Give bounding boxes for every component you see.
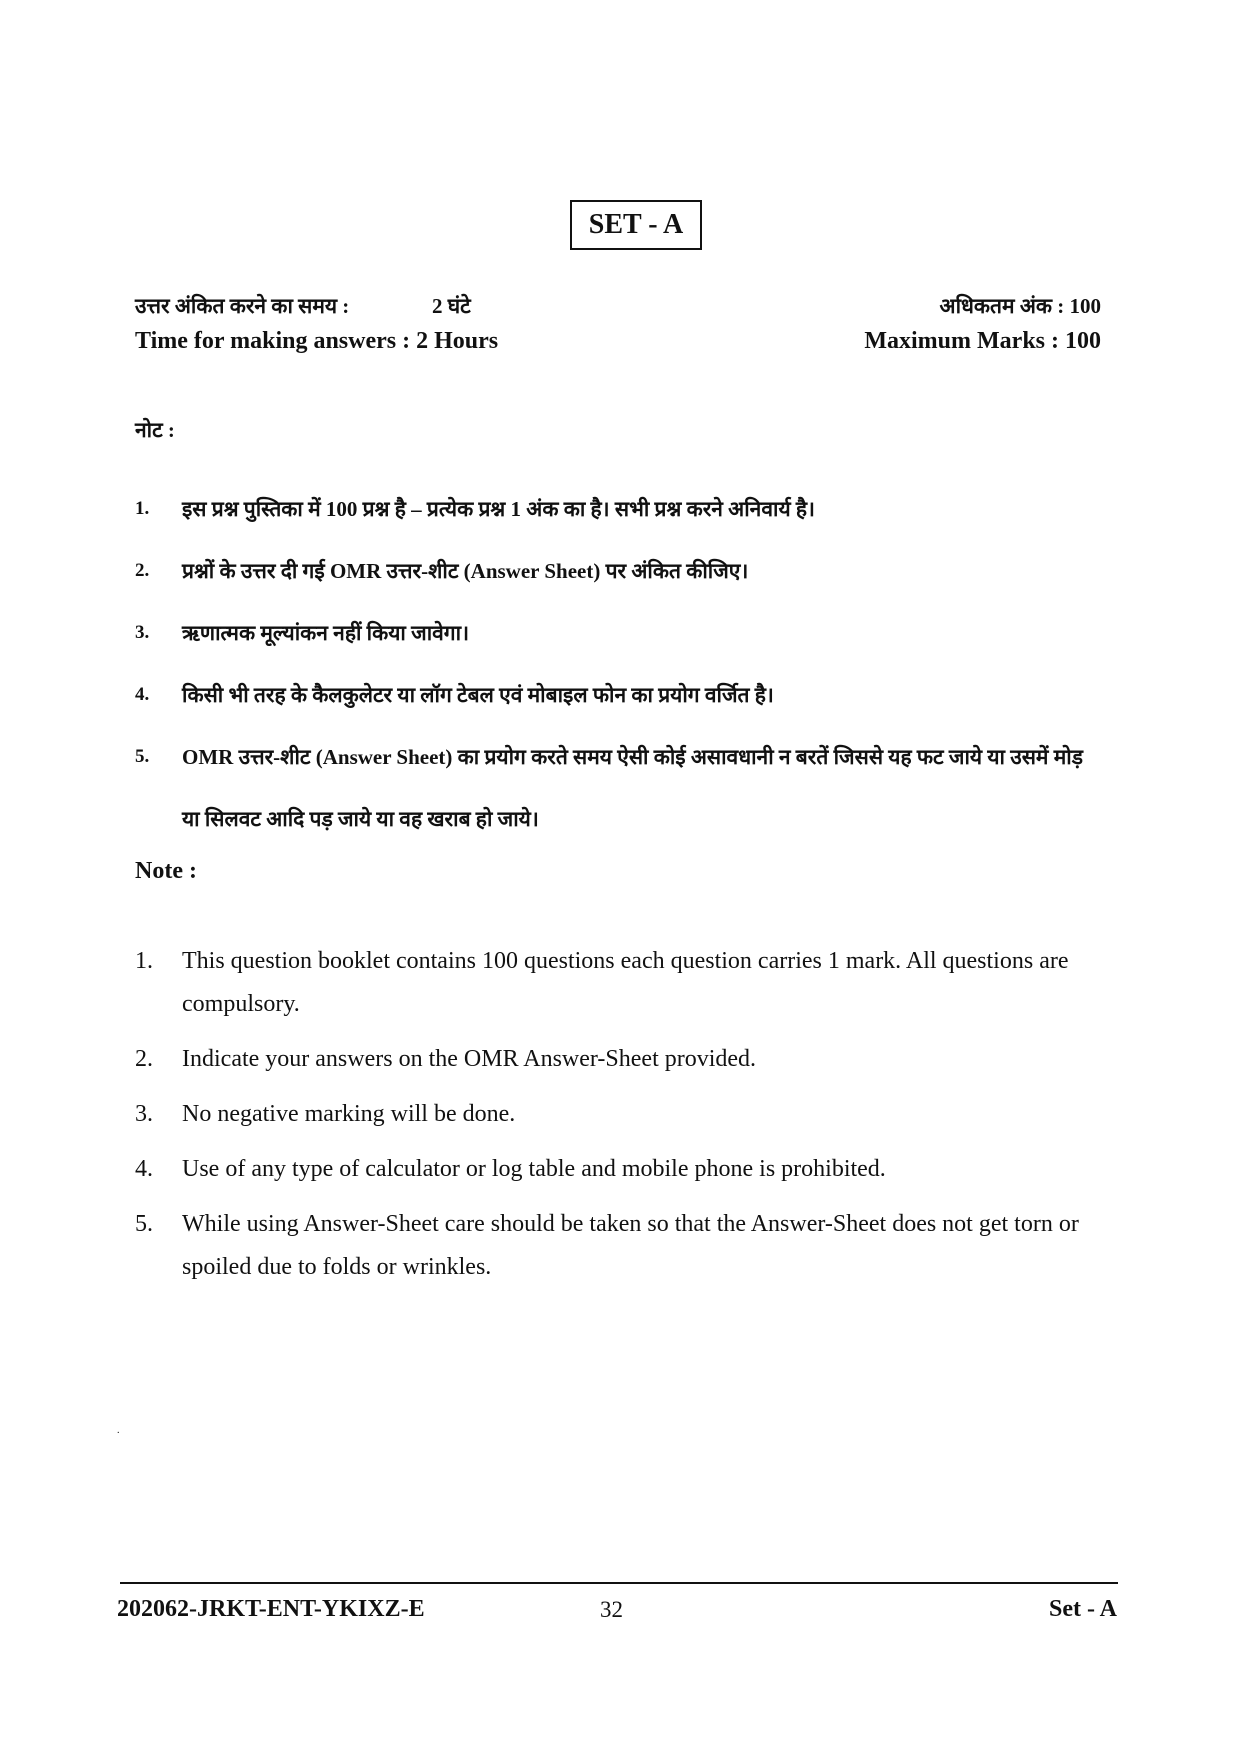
- english-note-list: [135, 940, 1110, 1301]
- item-text: This question booklet contains 100 questions each question carries 1 mark. All questions are compulsory.: [182, 948, 1069, 1017]
- item-number: 5.: [135, 1211, 153, 1237]
- english-note-item: [135, 1148, 1110, 1191]
- item-number: 3.: [135, 622, 150, 643]
- hindi-max-marks: अधिकतम अंक : 100: [939, 294, 1101, 318]
- item-number: 2.: [135, 560, 150, 581]
- item-text: While using Answer-Sheet care should be taken so that the Answer-Sheet does not get torn or spoiled due to folds or wrinkles.: [182, 1211, 1079, 1280]
- hindi-note-label: नोट :: [135, 418, 175, 442]
- english-max-marks: Maximum Marks : 100: [864, 328, 1101, 354]
- item-number: 1.: [135, 498, 150, 519]
- item-number: 4.: [135, 1156, 153, 1182]
- item-number: 4.: [135, 684, 150, 705]
- hindi-note-list: [135, 478, 1105, 850]
- footer-set-label: Set - A: [1049, 1596, 1117, 1622]
- english-note-label: Note :: [135, 858, 197, 884]
- footer-divider: [120, 1582, 1118, 1584]
- item-text: किसी भी तरह के कैलकुलेटर या लॉग टेबल एवं मोबाइल फोन का प्रयोग वर्जित है।: [182, 683, 774, 707]
- english-time: Time for making answers : 2 Hours: [135, 328, 499, 354]
- item-text: इस प्रश्न पुस्तिका में 100 प्रश्न है – प्रत्येक प्रश्न 1 अंक का है। सभी प्रश्न करने अनिवार्य है।: [182, 497, 815, 521]
- english-note-item: [135, 1038, 1110, 1081]
- hindi-note-item: [135, 664, 1105, 726]
- item-text: प्रश्नों के उत्तर दी गई OMR उत्तर-शीट (Answer Sheet) पर अंकित कीजिए।: [182, 559, 749, 583]
- hindi-note-item: [135, 478, 1105, 540]
- item-number: 1.: [135, 948, 153, 974]
- set-label-box: SET - A: [570, 200, 702, 250]
- hindi-note-item: [135, 540, 1105, 602]
- item-text: No negative marking will be done.: [182, 1101, 516, 1127]
- item-number: 2.: [135, 1046, 153, 1072]
- item-text: Indicate your answers on the OMR Answer-Sheet provided.: [182, 1046, 757, 1072]
- item-text: Use of any type of calculator or log table and mobile phone is prohibited.: [182, 1156, 886, 1182]
- hindi-note-item: [135, 602, 1105, 664]
- hindi-time-label: उत्तर अंकित करने का समय :: [135, 294, 350, 318]
- english-note-item: [135, 1203, 1110, 1289]
- item-text: ऋणात्मक मूल्यांकन नहीं किया जावेगा।: [182, 621, 470, 645]
- item-number: 5.: [135, 746, 150, 767]
- item-text: OMR उत्तर-शीट (Answer Sheet) का प्रयोग करते समय ऐसी कोई असावधानी न बरतें जिससे यह फट जाये या उसमें मोड़ या सिलवट आदि पड़ जाये या वह खराब हो जाये।: [182, 745, 1083, 831]
- english-note-item: [135, 940, 1110, 1026]
- page-number: 32: [600, 1597, 623, 1622]
- booklet-code: 202062-JRKT-ENT-YKIXZ-E: [117, 1596, 425, 1622]
- stray-dot: .: [117, 1425, 120, 1436]
- item-number: 3.: [135, 1101, 153, 1127]
- english-note-item: [135, 1093, 1110, 1136]
- hindi-note-item: [135, 726, 1105, 850]
- hindi-time-value: 2 घंटे: [432, 294, 471, 318]
